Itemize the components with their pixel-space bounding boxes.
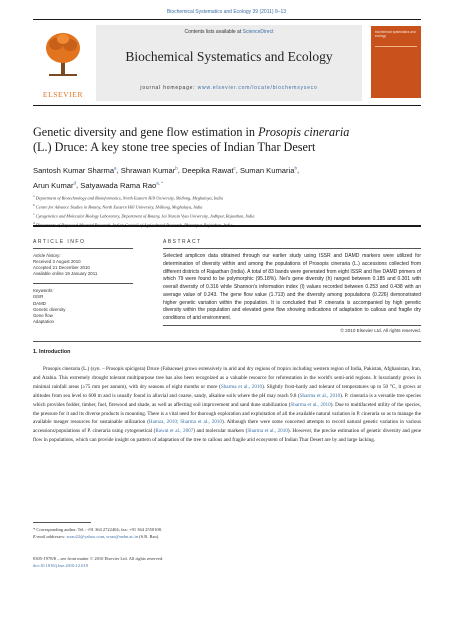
author-separator: , (235, 165, 240, 175)
history-item: Available online 19 January 2011 (33, 271, 98, 277)
author-affil-mark[interactable]: b (175, 165, 178, 170)
affiliation (33, 202, 423, 211)
author[interactable] (239, 165, 300, 175)
journal-masthead (33, 19, 421, 106)
keyword: ISSR (33, 294, 44, 300)
history-item: Received 3 August 2010 (33, 259, 81, 265)
author-affil-mark[interactable]: b (294, 165, 297, 170)
history-heading: Article history: (33, 253, 61, 258)
doi-link[interactable]: doi:10.1016/j.bse.2010.12.018 (33, 562, 88, 568)
citation-link[interactable]: Rawat et al., 2007 (155, 428, 194, 435)
article-title (33, 125, 423, 155)
cover-title: biochemical systematics and ecology (375, 30, 416, 39)
author[interactable] (33, 166, 117, 175)
keyword: Genetic diversity (33, 306, 66, 312)
title-part2: (L.) Druce: A key stone tree species of Indian Thar Desert (33, 140, 316, 154)
citation-link[interactable]: Sharma et al., 2010 (247, 428, 288, 435)
author-separator: , (177, 165, 182, 175)
footnote-contact: * Corresponding author. Tel.: +91 364 2722404; fax: +91 364 2550108. (33, 527, 163, 532)
affiliation-mark: c (33, 212, 35, 217)
history-item: Accepted 21 December 2010 (33, 265, 90, 271)
abstract-text: Selected amplicon data obtained through our earlier study using ISSR and DAMD markers were utilized for determination of diversity within and among the populations of Prosopis cineraria (L.) accessions collected from different districts of Rajasthan (India). A total of 83 bands were generated from eight ISSR and five DAMD primers of which 79 were found to be polymorphic (95.18%). Nei's gene diversity (h) ranged between 0.185 and 0.301 with overall diversity of 0.316 while Shannon's information index (I) values recorded between 0.253 and 0.438 with an average value of 0.243. The gene flow value (1.713) and the diversity among populations (0.226) demonstrated higher genetic variation within the population. It is concluded that P. cineraria is accompanied by high genetic diversity within the population and elevated gene flow showing indications of adaptation to callous and fragile dry conditions of arid environment. (163, 253, 421, 321)
introduction-paragraph (33, 365, 421, 445)
affiliation-mark: a (33, 194, 35, 198)
affiliation (33, 193, 423, 202)
issn-line: 0305-1978/$ – see front matter © 2010 Elsevier Ltd. All rights reserved. (33, 556, 164, 561)
front-matter (33, 556, 421, 569)
author[interactable] (121, 166, 178, 175)
author-name: Suman Kumaria (239, 165, 295, 175)
author[interactable] (182, 166, 236, 175)
keyword: DAMD (33, 300, 46, 306)
author-name: Satyawada Rama Rao (80, 180, 157, 190)
journal-citation[interactable]: Biochemical Systematics and Ecology 39 (2011) 9–13 (166, 9, 287, 15)
affiliation-mark: b (33, 203, 35, 208)
affiliation-text: Department of Biotechnology and Bioinformatics, North Eastern Hill University, Shillong, Meghalaya, India (35, 195, 223, 201)
title-species: Prosopis cineraria (258, 125, 350, 139)
elsevier-logo[interactable] (33, 26, 93, 98)
author-affil-mark[interactable]: a (114, 165, 117, 170)
article-info-panel (33, 239, 133, 325)
author-separator: , (296, 165, 300, 175)
intro-text-run: ). Slightly frost-hardy and tolerant of temperatures up to 50 °C, it grows at altitudes from sea level to 600 m and is usually found in alluvial and coarse, sandy, alkaline soils where the pH may reach 9.8 ( (33, 383, 421, 399)
cover-stripe (375, 46, 417, 47)
intro-text-run: Prosopis cineraria (L.) (syn. – Prosopis spicigera) Druce (Fabaceae) grows extensively in arid and dry regions of tropics including western region of India, Pakistan, Afghanistan, Iran, and Arabia. This extremely drought tolerant multipurpose tree has also been recognized as a valuable resource for reforestation in the world's semi-arid regions. It luxuriantly grows in minimal rainfall areas (≥75 mm per annum), with dry seasons of eight months or more ( (33, 366, 421, 390)
email-suffix: (S.R. Rao). (138, 534, 160, 539)
sciencedirect-link[interactable]: ScienceDirect (242, 29, 274, 35)
author-affil-mark[interactable]: d (73, 180, 77, 186)
article-history (33, 253, 133, 277)
homepage-prefix: journal homepage: (140, 85, 198, 91)
citation-link[interactable]: Sharma et al., 2010 (299, 392, 341, 399)
author-separator: , (116, 165, 121, 175)
introduction-heading: 1. Introduction (33, 349, 71, 355)
keyword: Gene flow (33, 312, 53, 318)
intro-text-run: ). P. cineraria is a versatile tree species which provides fodder, timber, fuel, firewood and shade, as well as affecting soil improvement and sand dune stabilization ( (33, 392, 421, 408)
author[interactable] (33, 181, 76, 190)
intro-text-run: ). Although there were some concerted attempts to record natural genetic variation in various accessions/populations of P. cineraria using cytogenetical ( (33, 419, 421, 435)
contents-prefix: Contents lists available at (184, 29, 243, 35)
abstract-panel (163, 239, 421, 333)
title-part1: Genetic diversity and gene flow estimation in (33, 125, 259, 139)
homepage-line (96, 85, 362, 91)
article-info-heading: ARTICLE INFO (33, 239, 133, 249)
affiliation-mark: d (33, 221, 35, 226)
publisher-logo-text: ELSEVIER (42, 90, 84, 99)
author-name: Santosh Kumar Sharma (33, 165, 115, 175)
email-label: E-mail addresses: (33, 534, 67, 539)
intro-divider (33, 341, 421, 342)
affiliation-text: Cytogenetics and Molecular Biology Laboratory, Department of Botany, Jai Narain Vyas University, Jodhpur, Rajasthan, India (35, 213, 255, 219)
keywords-divider (33, 283, 133, 284)
author-list (33, 162, 423, 192)
intro-text-run: ). However, the precise estimation of genetic diversity and gene flow in populations, which can provide insight on pattern of adaptation of the tree to callous and fragile arid ecosystem of Indian Thar Desert are by and large lacking. (33, 428, 421, 444)
intro-text-run: ). Due to multifaceted utility of the species, the pressure for it and its diverse products is mounting. There is a vital need for thorough exploration and exploitation of all the available natural variation in P. cineraria so as to manage the available meager resources for sustainable utilization ( (33, 401, 421, 426)
keyword: Adaptation (33, 318, 54, 324)
email-links[interactable]: srrao22@yahoo.com, srrao@nehu.ac.in (66, 534, 138, 539)
homepage-link[interactable]: www.elsevier.com/locate/biochemsyseco (197, 85, 318, 91)
keywords (33, 288, 133, 325)
author-affil-mark[interactable]: c (233, 165, 236, 170)
abstract-divider (163, 325, 421, 326)
citation-link[interactable]: Sharma et al., 2010 (290, 401, 331, 408)
contents-line (96, 29, 362, 35)
journal-title: Biochemical Systematics and Ecology (125, 49, 333, 64)
section-divider (33, 225, 421, 227)
author-affil-mark[interactable]: a, * (156, 180, 164, 186)
citation-link[interactable]: Sharma et al., 2010 (220, 383, 263, 390)
corresponding-author-footnote (33, 526, 421, 540)
keywords-heading: Keywords: (33, 288, 54, 294)
author-name: Deepika Rawat (182, 165, 234, 175)
author-name: Shrawan Kumar (120, 165, 176, 175)
author-name: Arun Kumar (33, 180, 74, 190)
affiliation-list (33, 193, 423, 229)
intro-text-run: ) and molecular markers ( (193, 428, 248, 435)
affiliation (33, 211, 423, 220)
author[interactable] (80, 181, 163, 190)
author-separator: , (76, 180, 81, 190)
journal-banner (96, 25, 362, 101)
footnote-divider (33, 522, 91, 523)
affiliation-text: Centre for Advance Studies in Botany, North Eastern Hill University, Shillong, Meghalaya, India (35, 204, 203, 210)
journal-cover-thumbnail[interactable] (371, 26, 421, 98)
footnote-emails-line (33, 533, 421, 540)
elsevier-tree-icon (43, 30, 83, 78)
abstract-heading: ABSTRACT (163, 239, 421, 249)
citation-link[interactable]: Hamza, 2010; Sharma et al., 2010 (148, 419, 222, 426)
copyright-notice: © 2010 Elsevier Ltd. All rights reserved. (340, 327, 421, 333)
